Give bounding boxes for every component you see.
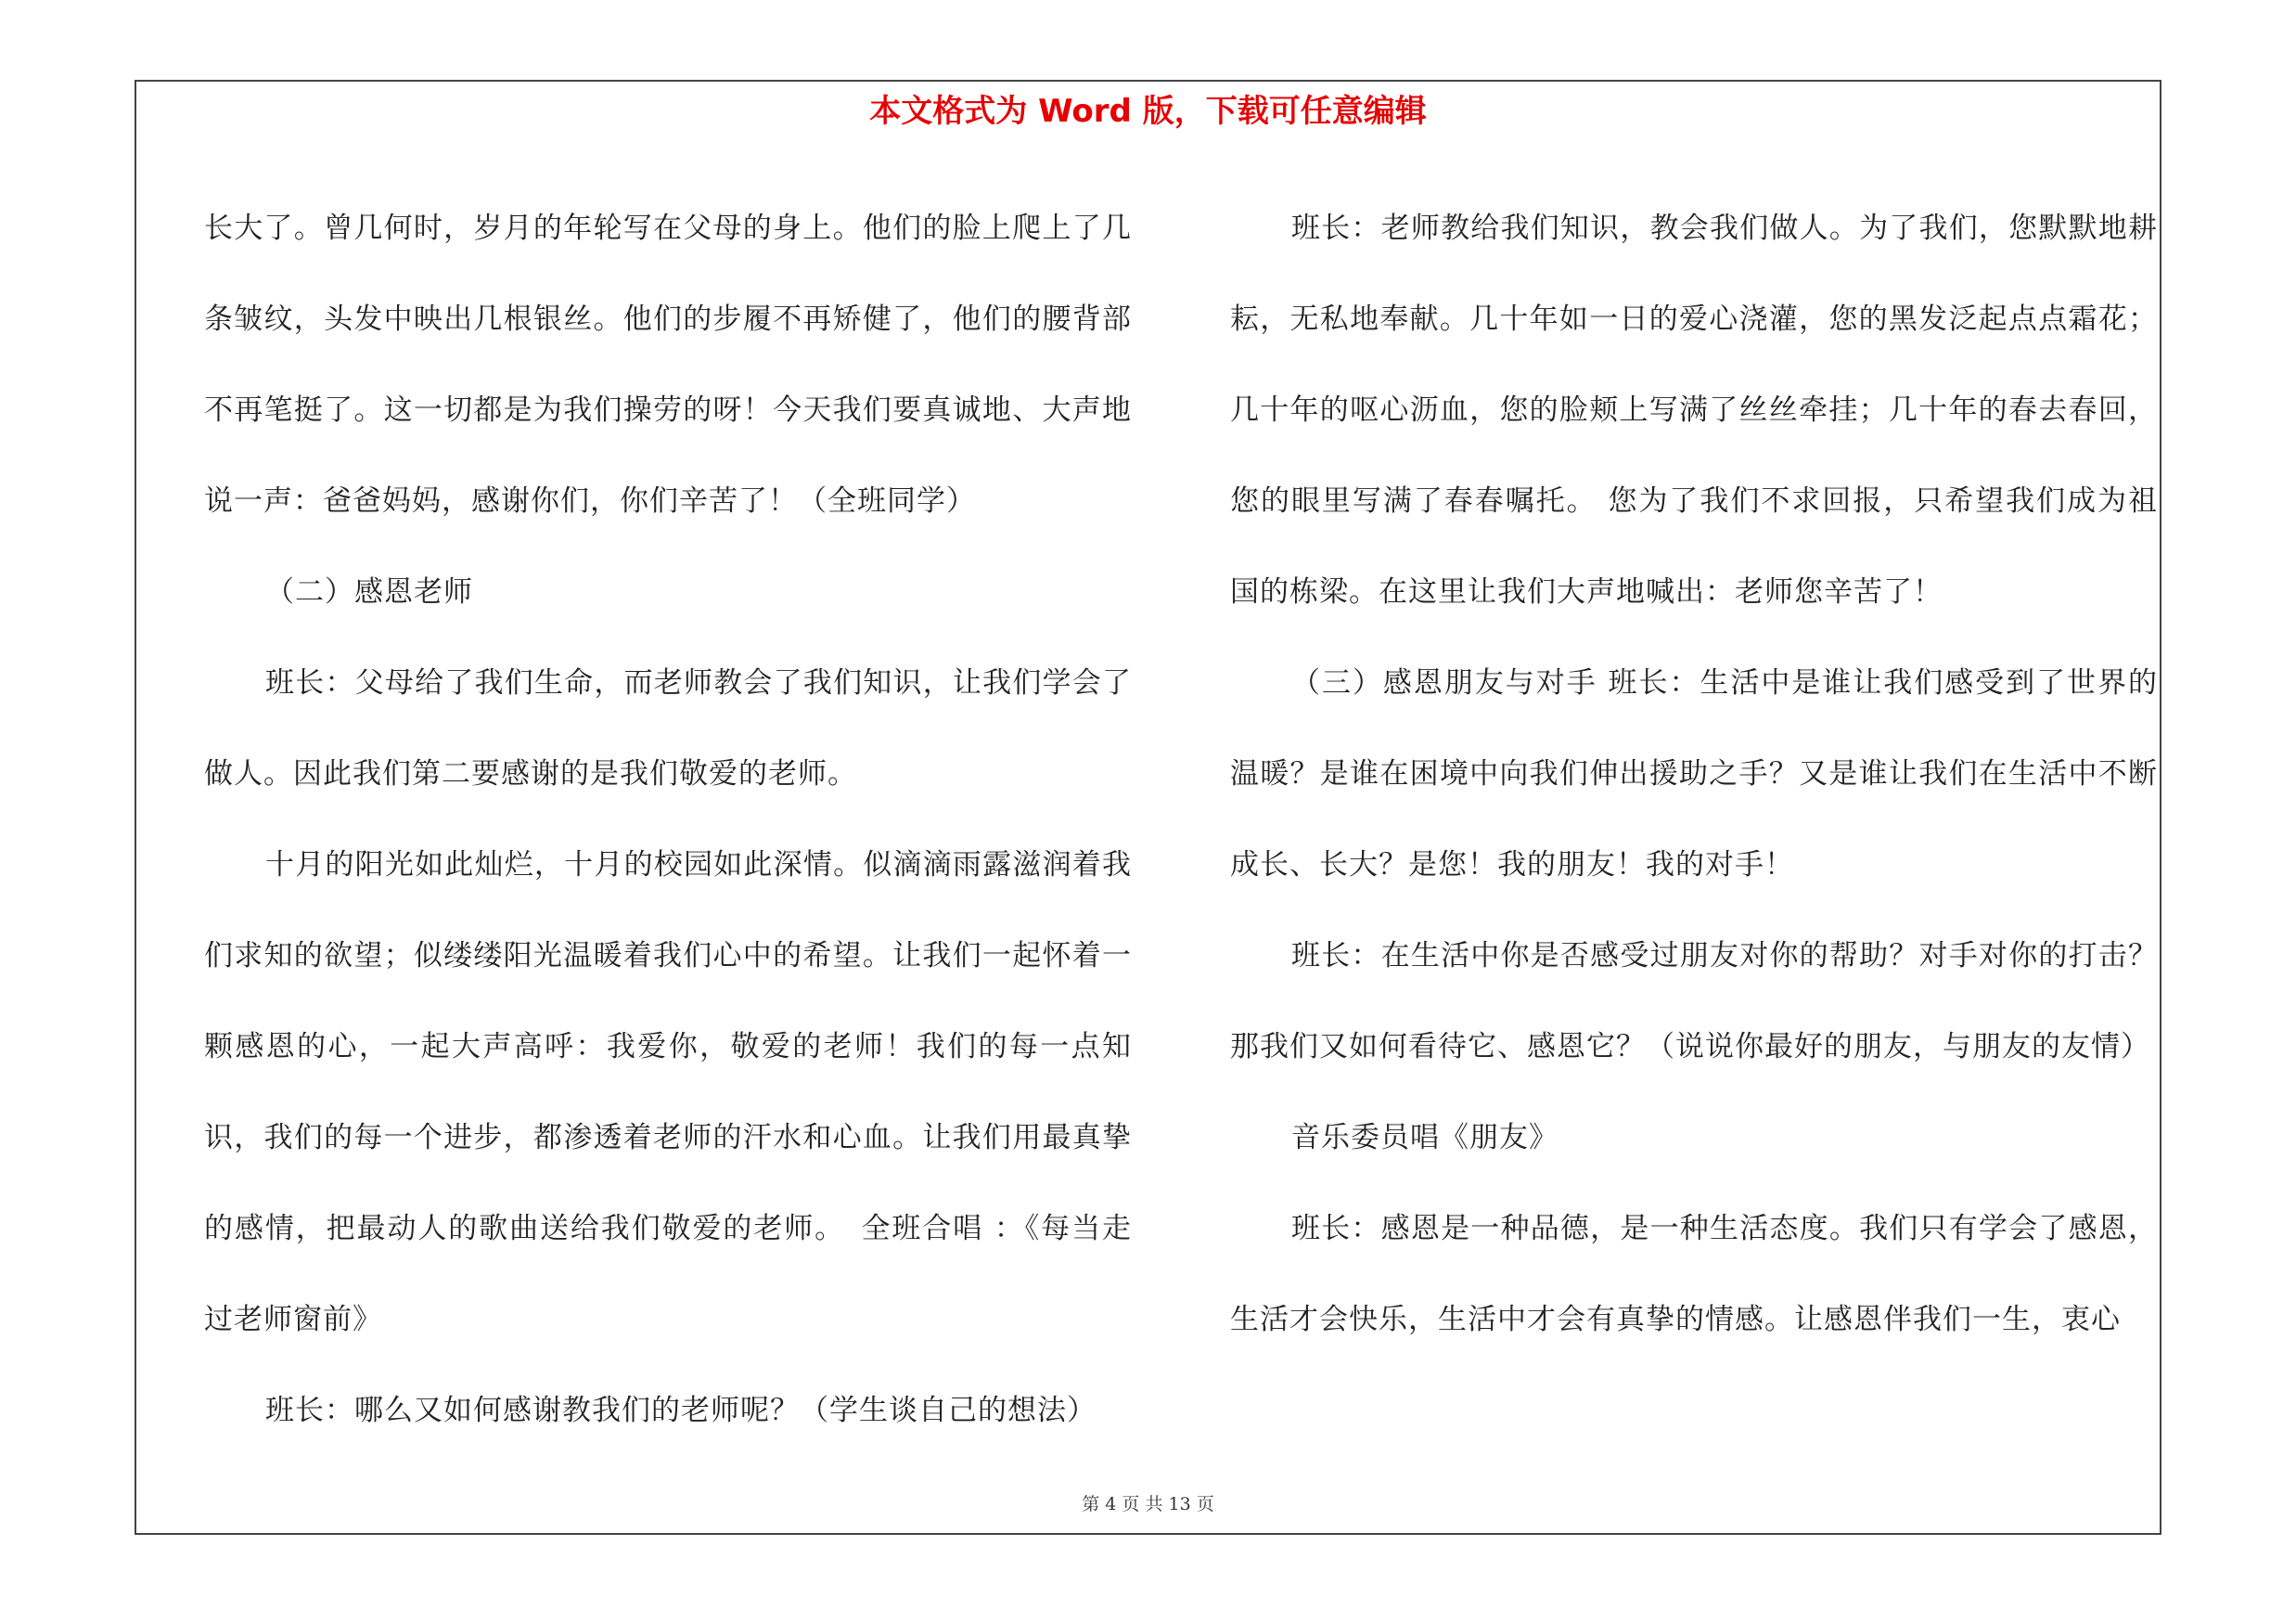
page-number-footer: 第 4 页 共 13 页: [1082, 1494, 1214, 1514]
format-banner: 本文格式为 Word 版，下载可任意编辑: [869, 93, 1427, 130]
paragraph: 十月的阳光如此灿烂，十月的校园如此深情。似滴滴雨露滋润着我们求知的欲望；似缕缕阳光温暖着我们心中的希望。让我们一起怀着一颗感恩的心，一起大声高呼：我爱你，敬爱的老师！我们的每一点知识，我们的每一个进步，都渗透着老师的汗水和心血。让我们用最真挚的感情，把最动人的歌曲送给我们敬爱的老师。 全班合唱 ：《每当走过老师窗前》: [204, 848, 1132, 1336]
paragraph: 班长：哪么又如何感谢教我们的老师呢？（学生谈自己的想法）: [265, 1394, 1097, 1427]
paragraph: 班长：父母给了我们生命，而老师教会了我们知识，让我们学会了做人。因此我们第二要感谢的是我们敬爱的老师。: [204, 666, 1132, 791]
section-heading: （二）感恩老师: [265, 575, 473, 609]
paragraph: 长大了。曾几何时，岁月的年轮写在父母的身上。他们的脸上爬上了几条皱纹，头发中映出几根银丝。他们的步履不再矫健了，他们的腰背部不再笔挺了。这一切都是为我们操劳的呀！今天我们要真诚地、大声地说一声：爸爸妈妈，感谢你们，你们辛苦了！（全班同学）: [204, 212, 1132, 518]
paragraph: （三）感恩朋友与对手 班长：生活中是谁让我们感受到了世界的温暖？是谁在困境中向我们伸出援助之手？又是谁让我们在生活中不断成长、长大？是您！我的朋友！我的对手！: [1230, 666, 2158, 882]
right-column: [1230, 183, 2158, 1365]
paragraph: 班长：在生活中你是否感受过朋友对你的帮助？对手对你的打击？那我们又如何看待它、感恩它？（说说你最好的朋友，与朋友的友情）: [1230, 939, 2158, 1063]
left-column: [204, 183, 1132, 1456]
paragraph: 音乐委员唱《朋友》: [1291, 1121, 1558, 1154]
paragraph: 班长：老师教给我们知识，教会我们做人。为了我们，您默默地耕耘，无私地奉献。几十年如一日的爱心浇灌，您的黑发泛起点点霜花；几十年的呕心沥血，您的脸颊上写满了丝丝牵挂；几十年的春去春回，您的眼里写满了春春嘱托。 您为了我们不求回报，只希望我们成为祖国的栋梁。在这里让我们大声地喊出：老师您辛苦了！: [1230, 212, 2158, 609]
paragraph: 班长：感恩是一种品德，是一种生活态度。我们只有学会了感恩，生活才会快乐，生活中才会有真挚的情感。让感恩伴我们一生，衷心: [1230, 1212, 2158, 1336]
